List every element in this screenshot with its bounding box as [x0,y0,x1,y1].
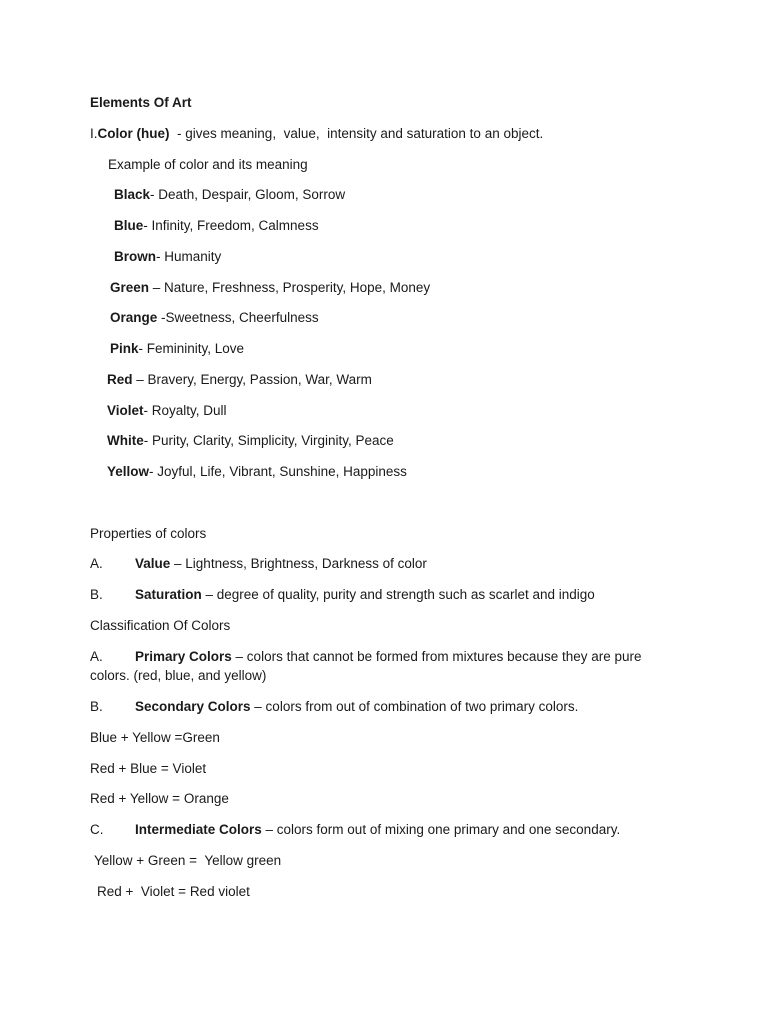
color-name: Brown [114,249,156,264]
property-saturation [90,586,595,604]
classification-primary-continued: colors. (red, blue, and yellow) [90,668,267,683]
color-name: Black [114,187,151,202]
color-name: Green [110,280,150,295]
color-name: Pink [110,341,139,356]
color-item-green [110,279,430,297]
list-label: B. [90,699,103,714]
classification-text: – colors from out of combination of two primary colors. [250,699,579,714]
example-intro: Example of color and its meaning [108,157,308,172]
color-meaning: - Femininity, Love [138,341,245,356]
color-definition [90,125,543,143]
list-label: A. [90,649,103,664]
secondary-example: Red + Yellow = Orange [90,791,229,806]
color-meaning: – Bravery, Energy, Passion, War, Warm [132,372,372,387]
color-item-yellow [107,463,407,481]
classification-secondary [90,698,578,716]
color-name: Yellow [107,464,150,479]
color-meaning: - Royalty, Dull [143,403,227,418]
list-label: C. [90,822,104,837]
color-meaning: - Purity, Clarity, Simplicity, Virginity, Peace [143,433,394,448]
color-name: Violet [107,403,144,418]
classification-intermediate [90,821,620,839]
list-label: B. [90,587,103,602]
property-term: Value [135,556,171,571]
color-name: White [107,433,144,448]
secondary-example: Blue + Yellow =Green [90,730,220,745]
property-text: – degree of quality, purity and strength such as scarlet and indigo [201,587,595,602]
color-name: Red [107,372,133,387]
color-name: Orange [110,310,158,325]
document-title: Elements Of Art [90,95,192,110]
color-meaning: - Death, Despair, Gloom, Sorrow [150,187,346,202]
color-name: Blue [114,218,144,233]
classification-text: – colors form out of mixing one primary and one secondary. [261,822,621,837]
property-value [90,555,427,573]
color-item-brown [114,248,221,266]
roman-numeral: I. [90,126,98,141]
secondary-example: Red + Blue = Violet [90,761,207,776]
color-meaning: - Joyful, Life, Vibrant, Sunshine, Happiness [149,464,407,479]
property-text: – Lightness, Brightness, Darkness of color [170,556,427,571]
classification-term: Secondary Colors [135,699,251,714]
property-term: Saturation [135,587,202,602]
color-meaning: - Infinity, Freedom, Calmness [143,218,319,233]
color-definition-text: - gives meaning, value, intensity and saturation to an object. [169,126,544,141]
color-item-violet [107,402,227,420]
properties-heading: Properties of colors [90,526,207,541]
color-item-red [107,371,372,389]
color-item-pink [110,340,244,358]
color-item-white [107,432,394,450]
color-item-black [114,186,345,204]
classification-text: – colors that cannot be formed from mixtures because they are pure [231,649,642,664]
color-meaning: – Nature, Freshness, Prosperity, Hope, Money [149,280,431,295]
classification-term: Primary Colors [135,649,232,664]
color-meaning: -Sweetness, Cheerfulness [157,310,319,325]
classification-heading: Classification Of Colors [90,618,231,633]
color-meaning: - Humanity [156,249,222,264]
color-item-blue [114,217,319,235]
classification-term: Intermediate Colors [135,822,262,837]
classification-primary [90,648,642,666]
intermediate-example: Red + Violet = Red violet [97,884,250,899]
color-term: Color (hue) [97,126,170,141]
list-label: A. [90,556,103,571]
intermediate-example: Yellow + Green = Yellow green [94,853,282,868]
color-item-orange [110,309,319,327]
